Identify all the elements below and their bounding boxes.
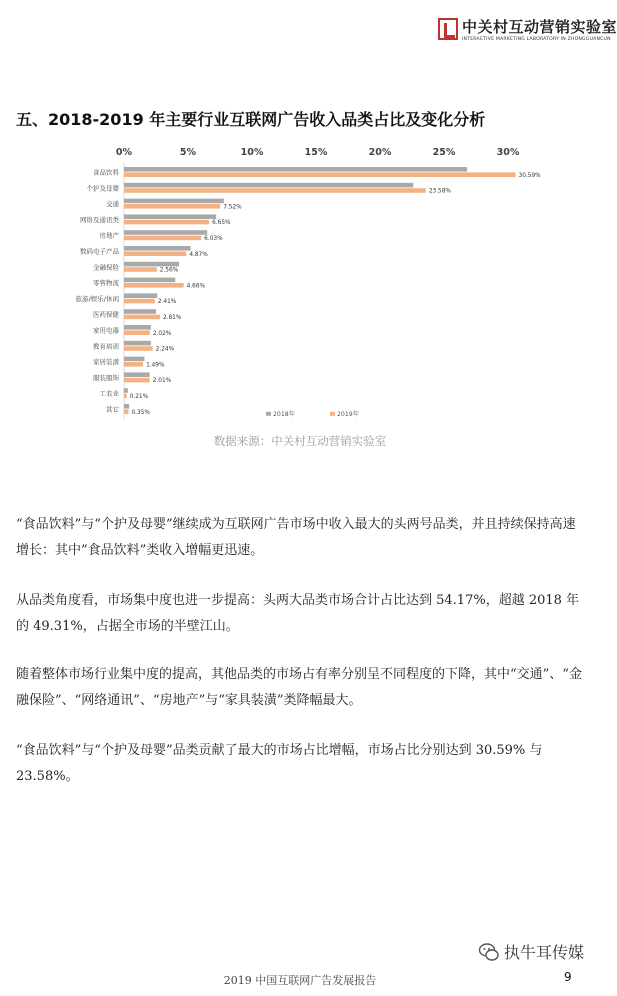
category-label: 交通	[106, 200, 119, 209]
bar-2018	[124, 309, 156, 314]
bar-2019	[124, 362, 143, 367]
x-tick-label: 5%	[179, 147, 197, 158]
category-labels	[76, 168, 120, 414]
bar-2019	[124, 172, 516, 177]
value-label: 2.24%	[155, 346, 175, 353]
value-label: 1.49%	[146, 362, 165, 369]
logo-english-name: INTERACTIVE MARKETING LABORATORY IN ZHONGGUANCUN	[462, 37, 611, 42]
bar-2018	[124, 214, 216, 219]
value-label: 0.35%	[131, 409, 150, 416]
lab-logo	[438, 14, 617, 50]
category-label: 工农业	[99, 389, 119, 398]
x-tick-label: 10%	[240, 147, 264, 158]
bar-2018	[124, 372, 150, 377]
bar-2019	[124, 315, 160, 320]
paragraph-2: 从品类角度看，市场集中度也进一步提高：头两大品类市场合计占比达到 54.17%，超越 2018 年的 49.31%，占据全市场的半壁江山。	[16, 593, 580, 634]
bar-2019	[124, 236, 201, 241]
bar-2019	[124, 283, 184, 288]
bar-2019	[124, 251, 186, 256]
x-tick-label: 15%	[304, 147, 328, 158]
paragraph-4: “食品饮料”与“个护及母婴”品类贡献了最大的市场占比增幅，市场占比分别达到 30.59% 与 23.58%。	[16, 743, 543, 784]
value-label: 2.01%	[152, 378, 172, 385]
bar-2018	[124, 357, 144, 362]
bar-2018	[124, 246, 191, 251]
bar-2019	[124, 346, 153, 351]
bar-2018	[124, 388, 128, 393]
bar-2019	[124, 204, 220, 209]
logo-mark-icon	[438, 18, 458, 40]
value-label: 7.52%	[223, 204, 242, 211]
bar-2018	[124, 341, 151, 346]
legend-swatch-2018	[266, 412, 271, 416]
bar-2019	[124, 330, 150, 335]
data-source-note: 数据来源：中关村互动营销实验室	[213, 434, 387, 448]
footer-report-title: 2019 中国互联网广告发展报告	[223, 974, 377, 987]
bar-2018	[124, 183, 413, 188]
value-label: 30.59%	[518, 172, 541, 179]
bar-2018	[124, 262, 179, 267]
category-label: 教育培训	[93, 342, 119, 351]
bar-2019	[124, 409, 128, 414]
category-label: 服装服饰	[93, 373, 119, 382]
value-label: 2.81%	[162, 315, 182, 321]
category-label: 医药保健	[93, 310, 119, 319]
category-label: 数码电子产品	[80, 247, 119, 256]
bar-2018	[124, 230, 207, 235]
x-tick-label: 0%	[115, 147, 133, 158]
category-label: 房地产	[99, 231, 119, 240]
chart-legend	[266, 410, 359, 418]
value-label: 2.56%	[159, 267, 179, 274]
x-tick-label: 20%	[368, 147, 392, 158]
watermark-text: 执牛耳传媒	[504, 943, 585, 962]
bar-2018	[124, 404, 129, 409]
bar-2019	[124, 220, 209, 225]
section-title: 五、2018-2019 年主要行业互联网广告收入品类占比及变化分析	[16, 110, 486, 129]
value-label: 4.87%	[189, 251, 208, 258]
category-label: 网络及通讯类	[80, 215, 119, 224]
paragraph-3: 随着整体市场行业集中度的提高，其他品类的市场占有率分别呈不同程度的下降，其中“交通”、“金融保险”、“网络通讯”、“房地产”与“家具装潢”类降幅最大。	[16, 667, 582, 708]
category-label: 食品饮料	[93, 168, 119, 177]
value-label: 2.41%	[157, 299, 177, 306]
category-label: 旅游/娱乐/休闲	[75, 294, 119, 303]
logo-chinese-name: 中关村互动营销实验室	[462, 18, 617, 36]
wechat-icon	[478, 941, 500, 963]
category-label: 家居装潢	[93, 358, 119, 367]
bar-2019	[124, 394, 127, 399]
page-number: 9	[564, 970, 572, 984]
bar-2019	[124, 299, 155, 304]
bars	[124, 163, 516, 420]
bar-2019	[124, 378, 150, 383]
category-label: 金融保险	[93, 263, 119, 272]
x-tick-label: 25%	[432, 147, 456, 158]
x-tick-label: 30%	[496, 147, 520, 158]
value-label: 23.58%	[428, 188, 451, 195]
category-share-bar-chart	[0, 140, 600, 430]
category-label: 零售物流	[93, 279, 119, 288]
category-label: 个护及母婴	[86, 184, 119, 193]
legend-label: 2018年	[273, 410, 295, 418]
bar-2018	[124, 293, 157, 298]
bar-2018	[124, 278, 175, 283]
legend-label: 2019年	[337, 410, 359, 418]
value-label: 0.21%	[129, 394, 149, 400]
x-axis-tick-labels	[116, 147, 520, 158]
category-label: 其它	[106, 405, 119, 414]
paragraph-1: “食品饮料”与“个护及母婴”继续成为互联网广告市场中收入最大的头两号品类，并且持续保持高速增长：其中”食品饮料”类收入增幅更迅速。	[16, 517, 576, 558]
value-labels	[130, 173, 541, 416]
value-label: 4.66%	[186, 283, 206, 290]
watermark	[478, 940, 584, 963]
value-label: 6.03%	[204, 236, 223, 242]
category-label: 家用电器	[93, 326, 119, 335]
value-label: 2.02%	[152, 330, 172, 337]
bar-2018	[124, 325, 151, 330]
value-label: 6.65%	[212, 220, 231, 227]
bar-2019	[124, 188, 426, 193]
bar-2018	[124, 167, 467, 172]
bar-2019	[124, 267, 157, 272]
legend-swatch-2019	[330, 412, 335, 416]
bar-2018	[124, 199, 224, 204]
